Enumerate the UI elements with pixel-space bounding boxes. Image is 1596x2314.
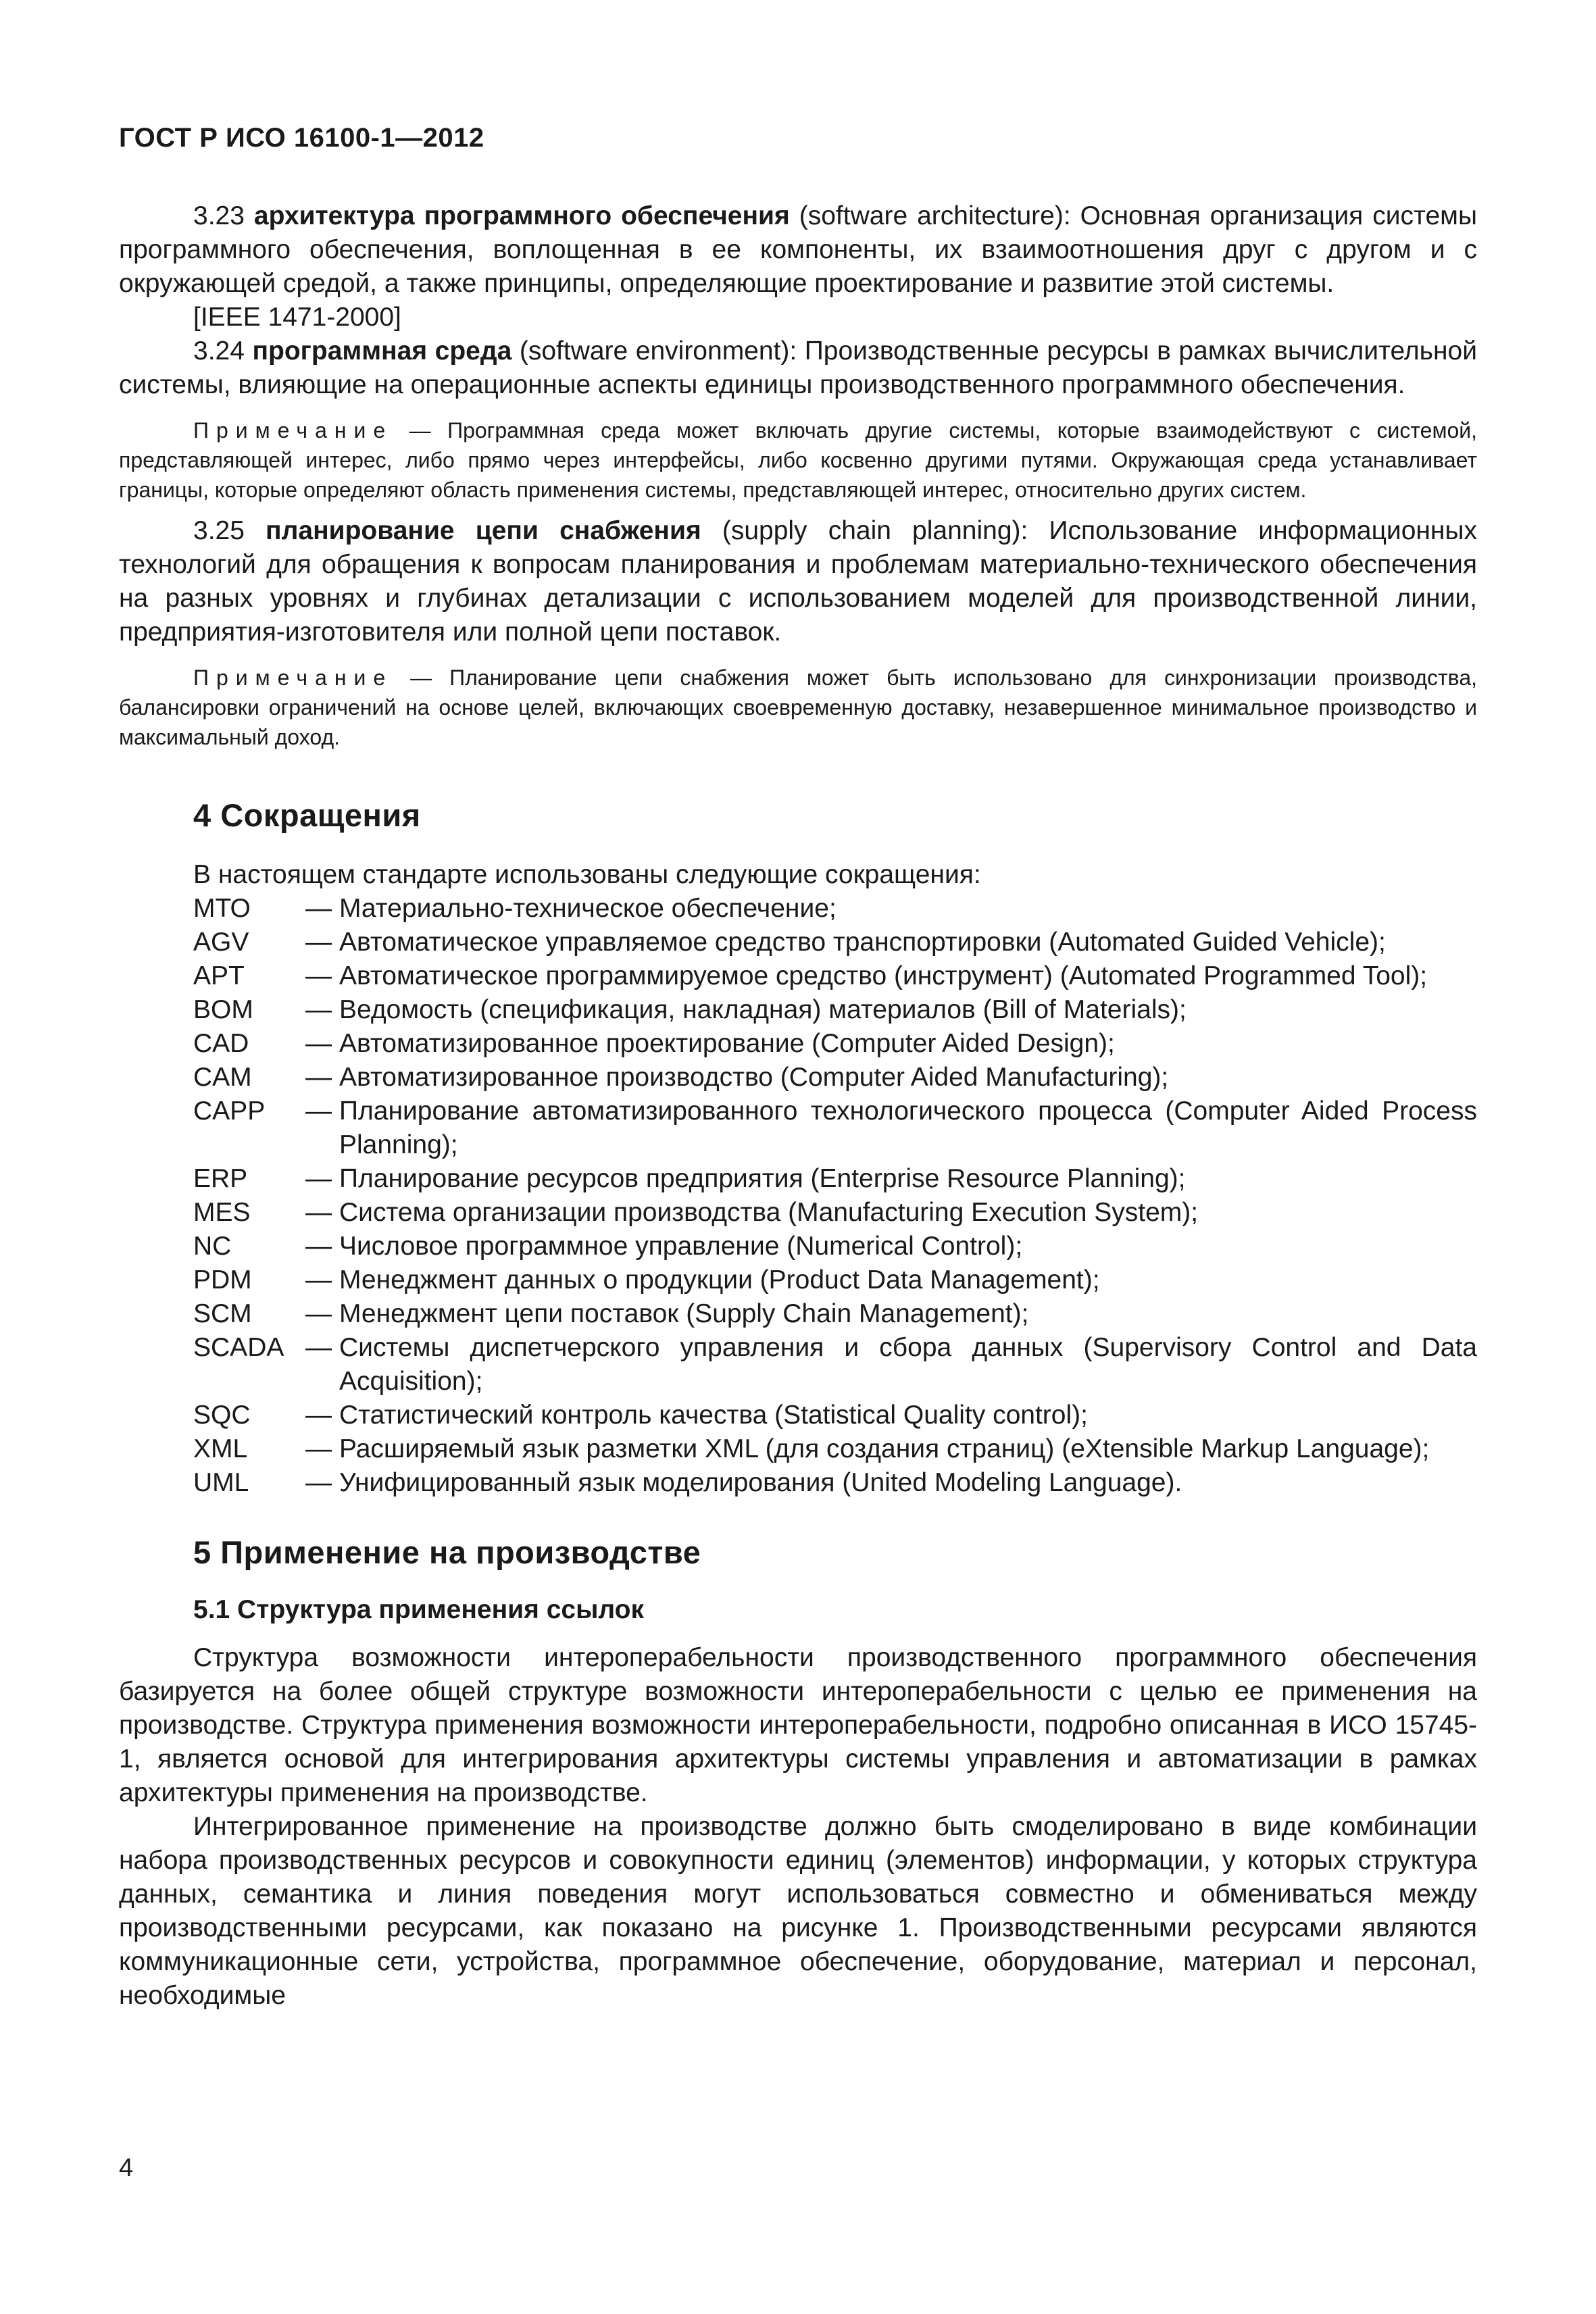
abbreviation-item xyxy=(193,892,1477,926)
abbreviation-code: CAPP xyxy=(193,1097,266,1126)
dash: — xyxy=(305,1265,332,1294)
abbreviation-code: CAM xyxy=(193,1063,252,1092)
abbreviations-intro: В настоящем стандарте использованы следующие сокращения: xyxy=(193,860,981,889)
abbreviation-definition xyxy=(305,959,1477,993)
term: программная среда xyxy=(252,336,512,366)
abbreviation-code: XML xyxy=(193,1434,248,1463)
abbreviation-definition xyxy=(305,1297,1477,1331)
abbreviations-list xyxy=(119,892,1477,1500)
abbreviation-item xyxy=(193,1331,1477,1399)
abbreviation-definition xyxy=(305,1432,1477,1466)
definition-3-24 xyxy=(119,334,1477,402)
abbreviation-definition xyxy=(305,926,1477,959)
definition-text: Материально-техническое обеспечение; xyxy=(339,894,837,923)
clause-number: 3.25 xyxy=(193,516,266,545)
definition-text: Менеджмент цепи поставок (Supply Chain Management); xyxy=(339,1299,1029,1328)
document-header: ГОСТ Р ИСО 16100-1—2012 xyxy=(119,123,484,153)
dash: — xyxy=(305,1299,332,1328)
section-4-heading: 4 Сокращения xyxy=(193,797,421,833)
abbreviation-definition xyxy=(305,1027,1477,1061)
abbreviation-item xyxy=(193,1095,1477,1162)
abbreviation-definition xyxy=(305,1095,1477,1162)
abbreviation-code: МТО xyxy=(193,894,251,923)
definition-text: Числовое программное управление (Numerical Control); xyxy=(339,1232,1023,1261)
abbreviation-item xyxy=(193,1263,1477,1297)
dash: — xyxy=(305,1097,332,1126)
note-label: Примечание xyxy=(193,665,393,690)
definition-text: Планирование ресурсов предприятия (Enterprise Resource Planning); xyxy=(339,1164,1186,1193)
abbreviation-code: ERP xyxy=(193,1164,248,1193)
abbreviation-code: AGV xyxy=(193,928,249,957)
page-number: 4 xyxy=(119,2154,134,2182)
abbreviation-definition xyxy=(305,1162,1477,1196)
abbreviation-definition xyxy=(305,1230,1477,1263)
dash: — xyxy=(305,1468,332,1497)
definition-text: Автоматическое управляемое средство транспортировки (Automated Guided Vehicle); xyxy=(339,928,1386,957)
definition-3-23 xyxy=(119,199,1477,301)
term: планирование цепи снабжения xyxy=(266,516,701,545)
definition-text: (software architecture): Основная организация системы программного обеспечения, воплощенная в ее компоненты, их взаимоотношения друг с другом и с окружающей средой, а также принципы, определяющие проектирование и развитие этой системы. xyxy=(119,201,1477,298)
dash: — xyxy=(305,894,332,923)
definition-text: Автоматизированное производство (Computer Aided Manufacturing); xyxy=(339,1063,1169,1092)
dash: — xyxy=(305,1164,332,1193)
abbreviation-definition xyxy=(305,1196,1477,1230)
abbreviation-code: MES xyxy=(193,1198,251,1227)
abbreviation-item xyxy=(193,1196,1477,1230)
abbreviation-item xyxy=(193,926,1477,959)
abbreviation-code: SCM xyxy=(193,1299,252,1328)
section-5-1-paragraph-1: Структура возможности интероперабельности производственного программного обеспечения базируется на более общей структуре возможности интероперабельности с целью ее применения на производстве. Структура применения возможности интероперабельности, подробно описанная в ИСО 15745-1, является основой для интегрирования архитектуры системы управления и автоматизации в рамках архитектуры применения на производстве. xyxy=(119,1643,1477,1807)
abbreviation-definition xyxy=(305,1466,1477,1500)
dash: — xyxy=(305,1029,332,1058)
dash: — xyxy=(305,1333,332,1362)
definition-3-25 xyxy=(119,514,1477,649)
reference-ieee: [IEEE 1471-2000] xyxy=(193,303,401,332)
dash: — xyxy=(305,1063,332,1092)
abbreviation-item xyxy=(193,959,1477,993)
dash: — xyxy=(305,928,332,957)
definition-text: Автоматизированное проектирование (Computer Aided Design); xyxy=(339,1029,1115,1058)
abbreviation-definition xyxy=(305,993,1477,1027)
abbreviation-code: APT xyxy=(193,961,245,990)
abbreviation-item xyxy=(193,1027,1477,1061)
definition-text: Системы диспетчерского управления и сбора данных (Supervisory Control and Data Acquisition); xyxy=(339,1333,1477,1396)
dash: — xyxy=(305,995,332,1024)
abbreviation-item xyxy=(193,1466,1477,1500)
abbreviation-definition xyxy=(305,1061,1477,1095)
abbreviation-definition xyxy=(305,1331,1477,1399)
abbreviation-code: NC xyxy=(193,1232,232,1261)
abbreviation-item xyxy=(193,1061,1477,1095)
definition-text: Автоматическое программируемое средство (инструмент) (Automated Programmed Tool); xyxy=(339,961,1428,990)
note-label: Примечание xyxy=(193,418,393,443)
note-3-24 xyxy=(119,416,1477,505)
definition-text: Унифицированный язык моделирования (United Modeling Language). xyxy=(339,1468,1182,1497)
abbreviation-definition xyxy=(305,1399,1477,1432)
section-5-heading: 5 Применение на производстве xyxy=(193,1534,701,1570)
definition-text: Система организации производства (Manufacturing Execution System); xyxy=(339,1198,1199,1227)
dash: — xyxy=(305,1401,332,1430)
abbreviation-definition xyxy=(305,1263,1477,1297)
abbreviation-item xyxy=(193,1297,1477,1331)
note-text: — Программная среда может включать другие системы, которые взаимодействуют с системой, представляющей интерес, либо прямо через интерфейсы, либо косвенно другими путями. Окружающая среда устанавливает границы, которые определяют область применения системы, представляющей интерес, относительно других систем. xyxy=(119,418,1477,502)
abbreviation-code: SCADA xyxy=(193,1333,284,1362)
clause-number: 3.23 xyxy=(193,201,254,230)
abbreviation-item xyxy=(193,1399,1477,1432)
abbreviation-definition xyxy=(305,892,1477,926)
definition-text: Ведомость (спецификация, накладная) материалов (Bill of Materials); xyxy=(339,995,1187,1024)
note-text: — Планирование цепи снабжения может быть использовано для синхронизации производства, балансировки ограничений на основе целей, включающих своевременную доставку, незавершенное минимальное производство и максимальный доход. xyxy=(119,665,1477,749)
definition-text: Менеджмент данных о продукции (Product Data Management); xyxy=(339,1265,1100,1294)
abbreviation-item xyxy=(193,1230,1477,1263)
abbreviation-item xyxy=(193,993,1477,1027)
definition-text: Планирование автоматизированного технологического процесса (Computer Aided Process Planning); xyxy=(339,1097,1477,1159)
abbreviation-item xyxy=(193,1432,1477,1466)
definition-text: Статистический контроль качества (Statistical Quality control); xyxy=(339,1401,1088,1430)
page-content xyxy=(119,199,1477,2013)
dash: — xyxy=(305,1232,332,1261)
section-5-1-heading: 5.1 Структура применения ссылок xyxy=(193,1595,644,1624)
term: архитектура программного обеспечения xyxy=(253,201,790,230)
definition-text: Расширяемый язык разметки XML (для создания страниц) (eXtensible Markup Language); xyxy=(339,1434,1430,1463)
section-5-1-paragraph-2: Интегрированное применение на производстве должно быть смоделировано в виде комбинации набора производственных ресурсов и совокупности единиц (элементов) информации, у которых структура данных, семантика и линия поведения могут использоваться совместно и обмениваться между производственными ресурсами, как показано на рисунке 1. Производственными ресурсами являются коммуникационные сети, устройства, программное обеспечение, оборудование, материал и персонал, необходимые xyxy=(119,1812,1477,2010)
abbreviation-code: PDM xyxy=(193,1265,252,1294)
abbreviation-code: BOM xyxy=(193,995,253,1024)
definition-text: (supply chain planning): Использование информационных технологий для обращения к вопросам планирования и проблемам материально-технического обеспечения на разных уровнях и глубинах детализации с использованием моделей для производственной линии, предприятия-изготовителя или полной цепи поставок. xyxy=(119,516,1477,647)
note-3-25 xyxy=(119,663,1477,752)
abbreviation-code: SQC xyxy=(193,1401,251,1430)
dash: — xyxy=(305,1434,332,1463)
dash: — xyxy=(305,1198,332,1227)
abbreviation-code: CAD xyxy=(193,1029,249,1058)
definition-text: (software environment): Производственные ресурсы в рамках вычислительной системы, влияющие на операционные аспекты единицы производственного программного обеспечения. xyxy=(119,336,1477,399)
clause-number: 3.24 xyxy=(193,336,253,366)
dash: — xyxy=(305,961,332,990)
abbreviation-item xyxy=(193,1162,1477,1196)
abbreviation-code: UML xyxy=(193,1468,249,1497)
